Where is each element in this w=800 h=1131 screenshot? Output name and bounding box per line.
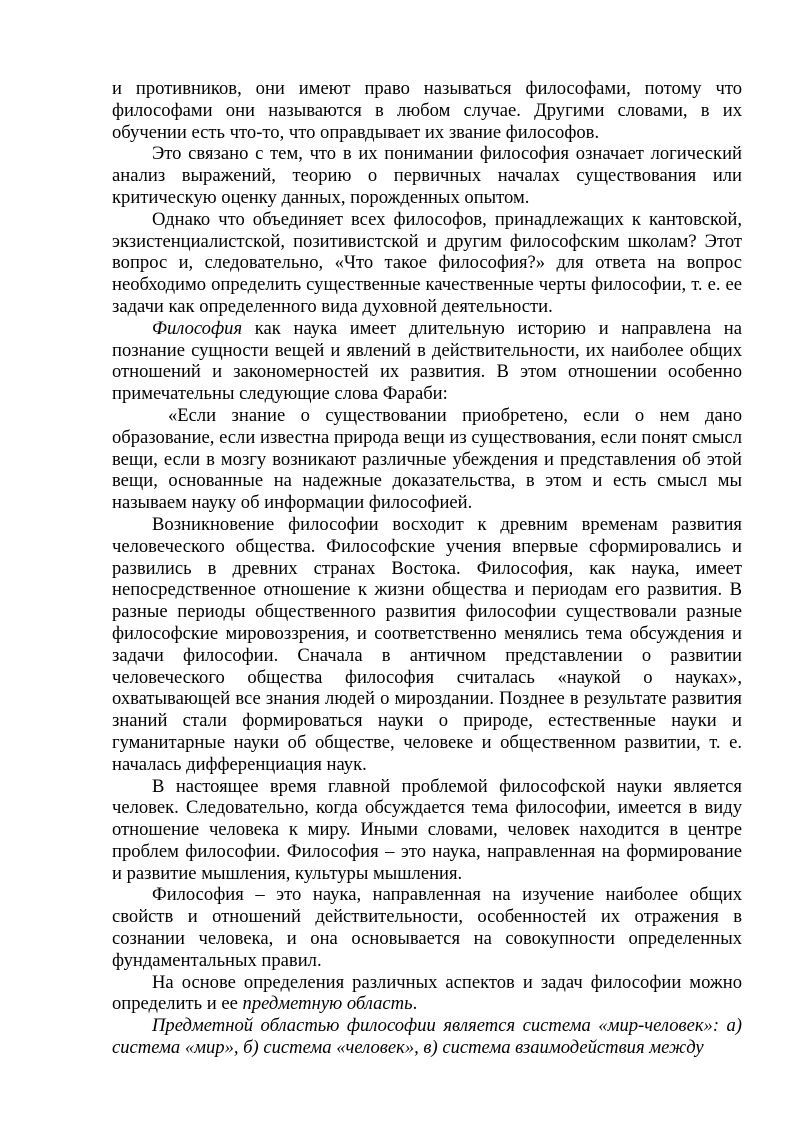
emphasis-term: Философия bbox=[152, 317, 243, 339]
paragraph-text: . bbox=[412, 993, 418, 1015]
paragraph: Возникновение философии восходит к древним временам развития человеческого общества. Философские учения впервые сформировались и развились в древних странах Востока. Философия, как наука, имеет непосредственное отношение к жизни общества и периодам его развития. В разные периоды общественного развития философии существовали разные философские мировоззрения, и соответственно менялись тема обсуждения и задачи философии. Сначала в античном представлении о развитии человеческого общества философия считалась «наукой о науках», охватывающей все знания людей о мироздании. Позднее в результате развития знаний стали формироваться науки о природе, естественные науки и гуманитарные науки об обществе, человеке и общественном развитии, т. е. началась дифференциация наук. bbox=[112, 513, 742, 775]
paragraph bbox=[112, 972, 742, 1016]
paragraph: Это связано с тем, что в их понимании философия означает логический анализ выражений, теорию о первичных началах существования или критическую оценку данных, порожденных опытом. bbox=[112, 143, 742, 208]
paragraph: В настоящее время главной проблемой философской науки является человек. Следовательно, когда обсуждается тема философии, имеется в виду отношение человека к миру. Иными словами, человек находится в центре проблем философии. Философия – это наука, направленная на формирование и развитие мышления, культуры мышления. bbox=[112, 775, 742, 884]
paragraph-continuation: и противников, они имеют право называться философами, потому что философами они называются в любом случае. Другими словами, в их обучении есть что-то, что оправдывает их звание философов. bbox=[112, 78, 742, 143]
italic-paragraph: Предметной областью философии является система «мир-человек»: а) система «мир», б) система «человек», в) система взаимодействия между bbox=[112, 1015, 742, 1059]
emphasis-term: предметную область bbox=[242, 993, 413, 1015]
quote-paragraph: «Если знание о существовании приобретено, если о нем дано образование, если известна природа вещи из существования, если понят смысл вещи, если в мозгу возникают различные убеждения и представления об этой вещи, основанные на надежные доказательства, в этом и есть смысл мы называем науку об информации философией. bbox=[112, 404, 742, 514]
document-page bbox=[112, 78, 742, 1059]
paragraph-text: как наука имеет длительную историю и направлена на познание сущности вещей и явлений в действительности, их наиболее общих отношений и закономерностей их развития. В этом отношении особенно примечательны следующие слова Фараби: bbox=[112, 317, 742, 405]
paragraph-text: На основе определения различных аспектов и задач философии можно определить и ее bbox=[112, 971, 742, 1015]
paragraph: Однако что объединяет всех философов, принадлежащих к кантовской, экзистенциалистской, позитивистской и другим философским школам? Этот вопрос и, следовательно, «Что такое философия?» для ответа на вопрос необходимо определить существенные качественные черты философии, т. е. ее задачи как определенного вида духовной деятельности. bbox=[112, 208, 742, 317]
paragraph bbox=[112, 318, 742, 405]
paragraph: Философия – это наука, направленная на изучение наиболее общих свойств и отношений действительности, особенностей их отражения в сознании человека, и она основывается на совокупности определенных фундаментальных правил. bbox=[112, 884, 742, 971]
